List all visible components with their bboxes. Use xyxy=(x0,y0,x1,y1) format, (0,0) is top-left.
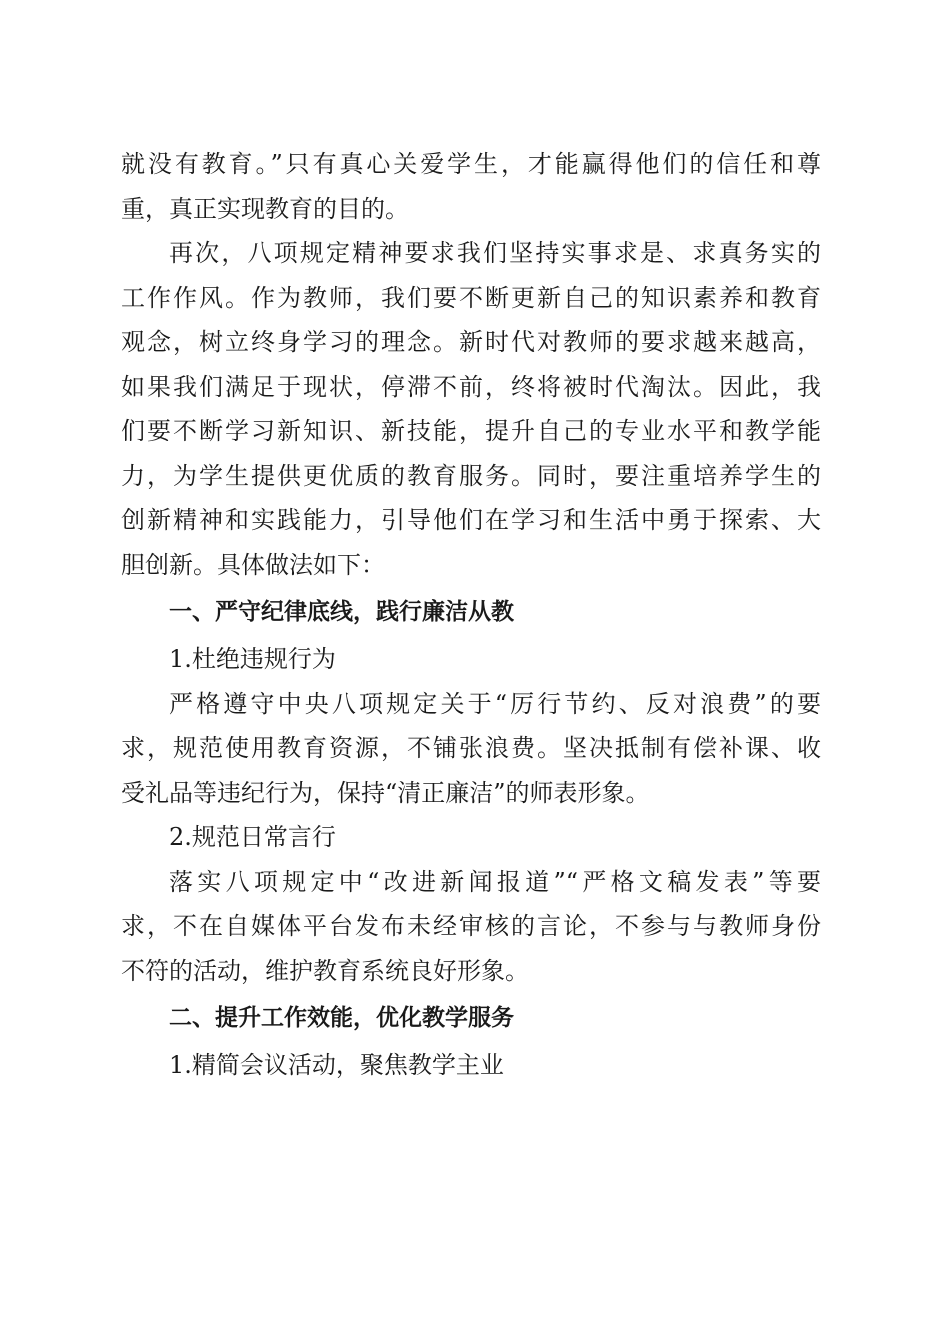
paragraph-line: 力，为学生提供更优质的教育服务。同时，要注重培养学生的 xyxy=(121,461,821,490)
paragraph-line: 落实八项规定中“改进新闻报道”“严格文稿发表”等要 xyxy=(169,867,821,896)
paragraph-line: 工作作风。作为教师，我们要不断更新自己的知识素养和教育 xyxy=(121,283,821,312)
section-heading: 一、严守纪律底线，践行廉洁从教 xyxy=(169,599,514,625)
subsection-heading: 2.规范日常言行 xyxy=(169,823,336,851)
paragraph-line: 观念，树立终身学习的理念。新时代对教师的要求越来越高， xyxy=(121,328,821,356)
subsection-heading: 1.精简会议活动，聚焦教学主业 xyxy=(169,1051,504,1079)
section-heading: 二、提升工作效能，优化教学服务 xyxy=(169,1005,514,1031)
paragraph-line: 们要不断学习新知识、新技能，提升自己的专业水平和教学能 xyxy=(121,417,821,445)
paragraph-line: 如果我们满足于现状，停滞不前，终将被时代淘汰。因此，我 xyxy=(121,372,821,401)
paragraph-line: 求，不在自媒体平台发布未经审核的言论，不参与与教师身份 xyxy=(121,912,821,940)
paragraph-line: 不符的活动，维护教育系统良好形象。 xyxy=(121,956,529,985)
paragraph-line: 胆创新。具体做法如下： xyxy=(121,550,385,579)
paragraph-line: 创新精神和实践能力，引导他们在学习和生活中勇于探索、大 xyxy=(121,506,821,534)
paragraph-line: 受礼品等违纪行为，保持“清正廉洁”的师表形象。 xyxy=(121,778,650,807)
paragraph-line: 重，真正实现教育的目的。 xyxy=(121,194,409,223)
paragraph-line: 严格遵守中央八项规定关于“厉行节约、反对浪费”的要 xyxy=(169,689,821,718)
subsection-heading: 1.杜绝违规行为 xyxy=(169,645,336,673)
document-page xyxy=(121,142,821,1088)
paragraph-line: 就没有教育。”只有真心关爱学生，才能赢得他们的信任和尊 xyxy=(121,150,821,178)
paragraph-line: 再次，八项规定精神要求我们坚持实事求是、求真务实的 xyxy=(169,239,821,267)
paragraph-line: 求，规范使用教育资源，不铺张浪费。坚决抵制有偿补课、收 xyxy=(121,734,821,762)
